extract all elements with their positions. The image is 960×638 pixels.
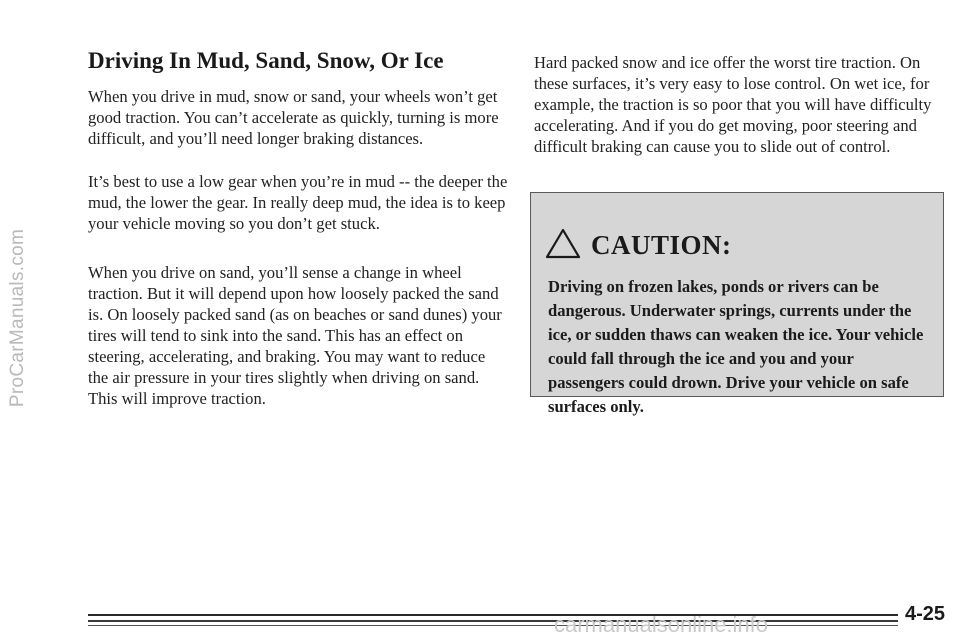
paragraph-sand: When you drive on sand, you’ll sense a change in wheel traction. But it will depend upon how loosely packed the sand is. On loosely packed sand (as on beaches or sand dunes) your tires will tend to sink into the sand. This has an effect on steering, accelerating, and braking. You may want to reduce the air pressure in your tires slightly when driving on sand. This will improve traction. xyxy=(88,263,502,408)
footer-rules xyxy=(88,614,898,630)
paragraph-snow-ice: Hard packed snow and ice offer the worst tire traction. On these surfaces, it’s very easy to lose control. On wet ice, for example, the traction is so poor that you will have difficulty accelerating. And if you do get moving, poor steering and difficult braking can cause you to slide out of control. xyxy=(534,53,932,156)
side-watermark: ProCarManuals.com xyxy=(7,228,28,408)
bottom-watermark: carmanualsonline.info xyxy=(554,612,769,637)
section-heading: Driving In Mud, Sand, Snow, Or Ice xyxy=(88,48,444,73)
caution-header xyxy=(545,227,732,264)
caution-title: CAUTION: xyxy=(591,230,732,260)
caution-box xyxy=(530,192,944,416)
paragraph-traction: When you drive in mud, snow or sand, your wheels won’t get good traction. You can’t accelerate as quickly, turning is more difficult, and you’ll need longer braking distances. xyxy=(88,87,499,148)
caution-text: Driving on frozen lakes, ponds or rivers can be dangerous. Underwater springs, currents under the ice, or sudden thaws can weaken the ice. Your vehicle could fall through the ice and you and your passengers could drown. Drive your vehicle on safe surfaces only. xyxy=(548,277,924,416)
page-number: 4-25 xyxy=(905,603,946,625)
paragraph-mud: It’s best to use a low gear when you’re in mud -- the deeper the mud, the lower the gear. In really deep mud, the idea is to keep your vehicle moving so you don’t get stuck. xyxy=(88,172,508,233)
warning-triangle-icon xyxy=(545,227,581,264)
